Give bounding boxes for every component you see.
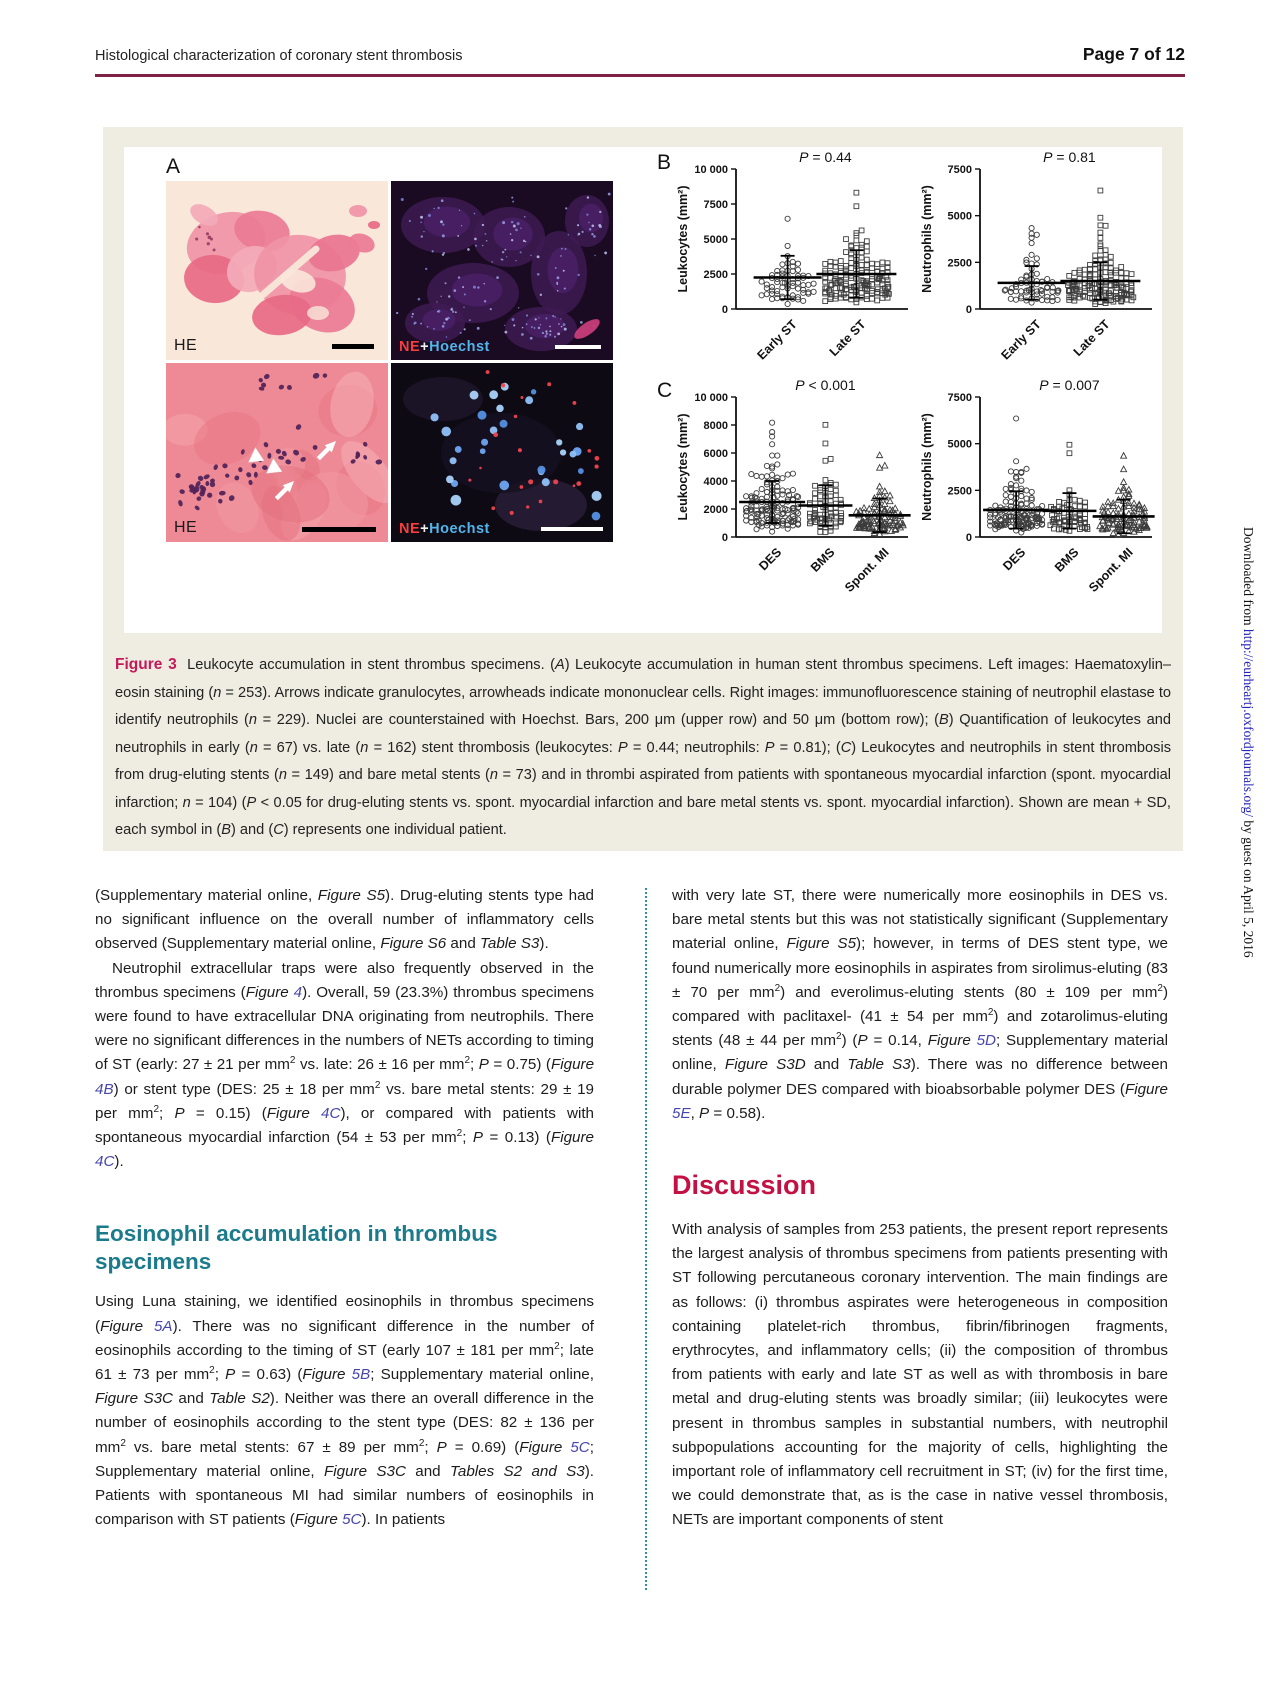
svg-text:Leukocytes (mm²): Leukocytes (mm²) <box>676 185 690 293</box>
svg-text:P = 0.007: P = 0.007 <box>1039 377 1100 393</box>
svg-text:Late ST: Late ST <box>1070 317 1113 360</box>
svg-text:0: 0 <box>965 304 972 316</box>
svg-text:BMS: BMS <box>808 545 838 575</box>
column-divider <box>645 888 647 1590</box>
svg-text:Early ST: Early ST <box>754 317 800 363</box>
micrograph-grid <box>166 181 613 542</box>
chart-leukocytes-early-vs-late <box>676 149 918 367</box>
svg-text:7500: 7500 <box>947 164 972 176</box>
svg-text:7500: 7500 <box>703 199 728 211</box>
body-left-column <box>95 884 594 1532</box>
panel-b-label: B <box>657 151 672 174</box>
header-rule <box>95 74 1185 77</box>
scale-bar <box>302 527 376 532</box>
micrograph-he-highmag <box>166 363 388 542</box>
svg-text:10 000: 10 000 <box>694 392 728 404</box>
scale-bar <box>541 527 603 531</box>
ne-hoechst-overview-art <box>391 181 613 360</box>
he-overview-art <box>166 181 388 360</box>
scale-bar <box>555 345 601 349</box>
svg-text:Spont. MI: Spont. MI <box>842 545 892 595</box>
chart-neutrophils-early-vs-late <box>920 149 1162 367</box>
svg-text:DES: DES <box>1000 545 1029 574</box>
he-highmag-art <box>166 363 388 542</box>
paragraph: With analysis of samples from 253 patients, the present report represents the largest analysis of thrombus specimens from patients presenting with ST following percutaneous coronary intervention. The main findings are as follows: (i) thrombus aspirates were heterogeneous in composition containing platelet-rich thrombus, fibrin/fibrinogen fragments, erythrocytes, and inflammatory cells; (ii) the composition of thrombus from patients with early and late ST as well as with thrombosis in bare metal and drug-eluting stents was broadly similar; (iii) leukocytes were present in thrombus samples in substantial numbers, with neutrophil subpopulations accounting for the majority of cells, highlighting the important role of inflammatory cell recruitment in ST; (iv) for the first time, we could demonstrate that, as is the case in native vessel thrombosis, NETs are important components of stent <box>672 1221 1168 1529</box>
paragraph: with very late ST, there were numerically more eosinophils in DES vs. bare metal stents but this was not statistically significant (Supplementary material online, Figure S5); however, in terms of DES stent type, we found numerically more eosinophils in aspirates from sirolimus-eluting (83 ± 70 per $mm^2$) and everolimus-eluting stents (80 ± 109 per $mm^2$) compared with paclitaxel- (41 ± 54 per $mm^2$) and zotarolimus-eluting stents (48 ± 44 per $mm^2$) (P = 0.14, Figure 5D; Supplementary material online, Figure S3D and Table S3). There was no difference between durable polymer DES compared with bioabsorbable polymer DES (Figure 5E, P = 0.58). <box>672 887 1169 1122</box>
download-suffix: by guest on April 5, 2016 <box>1241 816 1256 958</box>
svg-text:8000: 8000 <box>703 420 728 432</box>
svg-text:2000: 2000 <box>703 504 728 516</box>
svg-text:Leukocytes (mm²): Leukocytes (mm²) <box>676 413 690 521</box>
svg-text:5000: 5000 <box>947 210 972 223</box>
running-title: Histological characterization of coronary stent thrombosis <box>95 48 463 64</box>
paragraph: Neutrophil extracellular traps were also frequently observed in the thrombus specimens (Figure 4). Overall, 59 (23.3%) thrombus specimens were found to have extracellular DNA originating from neutrophils. There were no significant differences in the numbers of NETs according to timing of ST (early: 27 ± 21 per $mm^2$ vs. late: 26 ± 16 per $mm^2$; P = 0.75) (Figure 4B) or stent type (DES: 25 ± 18 per $mm^2$ vs. bare metal stents: 29 ± 19 per $mm^2$; P = 0.15) (Figure 4C), or compared with patients with spontaneous myocardial infarction (54 ± 53 per $mm^2$; P = 0.13) (Figure 4C). <box>95 959 595 1171</box>
ne-hoechst-highmag-art <box>391 363 613 542</box>
svg-text:2500: 2500 <box>947 485 972 498</box>
chart-leukocytes-by-stent-type <box>676 377 918 629</box>
panel-c-label: C <box>657 379 673 402</box>
chart-neutrophils-by-stent-type <box>920 377 1162 629</box>
svg-text:5000: 5000 <box>703 234 728 246</box>
svg-text:6000: 6000 <box>703 448 728 460</box>
paragraph: (Supplementary material online, Figure S5). Drug-eluting stents type had no significant influence on the overall number of inflammatory cells observed (Supplementary material online, Figure S6 and Table S3). <box>95 887 595 953</box>
journal-url-link[interactable]: http://eurheartj.oxfordjournals.org/ <box>1241 628 1256 817</box>
scale-bar <box>332 344 374 349</box>
micrograph-he-overview <box>166 181 388 360</box>
svg-text:Late ST: Late ST <box>826 317 869 360</box>
svg-text:7500: 7500 <box>947 392 972 404</box>
figure-3-box <box>103 127 1183 851</box>
micrograph-ne-hoechst-overview <box>391 181 613 360</box>
svg-text:DES: DES <box>756 545 785 574</box>
micrograph-ne-hoechst-highmag <box>391 363 613 542</box>
svg-text:4000: 4000 <box>703 476 728 488</box>
stain-label-he: HE <box>174 519 198 536</box>
figure-3-caption: Figure 3 Leukocyte accumulation in stent thrombus specimens. (A) Leukocyte accumulation in human stent thrombus specimens. Left images: Haematoxylin–eosin staining (n = 253). Arrows indicate granulocytes, arrowheads indicate mononuclear cells. Right images: immunofluorescence staining of neutrophil elastase to identify neutrophils (n = 229). Nuclei are counterstained with Hoechst. Bars, 200 μm (upper row) and 50 μm (bottom row); (B) Quantification of leukocytes and neutrophils in early (n = 67) vs. late (n = 162) stent thrombosis (leukocytes: P = 0.44; neutrophils: P = 0.81); (C) Leukocytes and neutrophils in stent thrombosis from drug-eluting stents (n = 149) and bare metal stents (n = 73) and in thrombi aspirated from patients with spontaneous myocardial infarction (spont. myocardial infarction; n = 104) (P < 0.05 for drug-eluting stents vs. spont. myocardial infarction and bare metal stents vs. spont. myocardial infarction). Shown are mean + SD, each symbol in (B) and (C) represents one individual patient. <box>115 656 1171 838</box>
download-attribution <box>1240 527 1256 1187</box>
svg-text:0: 0 <box>965 532 972 544</box>
stain-label-ne-hoechst: NE+Hoechst <box>399 339 490 355</box>
page-number: Page 7 of 12 <box>1082 44 1185 64</box>
svg-text:0: 0 <box>721 304 728 316</box>
svg-text:5000: 5000 <box>947 438 972 451</box>
section-heading-eosinophil: Eosinophil accumulation in thrombus specimens <box>95 1221 498 1275</box>
svg-text:P < 0.001: P < 0.001 <box>795 377 856 393</box>
figure-3-image-panel <box>124 147 1162 633</box>
svg-text:P = 0.81: P = 0.81 <box>1043 149 1096 165</box>
svg-text:Neutrophils (mm²): Neutrophils (mm²) <box>920 185 934 293</box>
svg-text:Early ST: Early ST <box>998 317 1044 363</box>
svg-text:Spont. MI: Spont. MI <box>1086 545 1136 595</box>
svg-text:Neutrophils (mm²): Neutrophils (mm²) <box>920 413 934 521</box>
section-heading-discussion: Discussion <box>672 1170 817 1201</box>
svg-text:0: 0 <box>721 532 728 544</box>
panel-a-label: A <box>166 155 181 178</box>
download-prefix: Downloaded from <box>1241 527 1256 629</box>
stain-label-ne-hoechst: NE+Hoechst <box>399 521 490 537</box>
svg-text:10 000: 10 000 <box>694 164 728 176</box>
svg-text:2500: 2500 <box>947 257 972 270</box>
svg-text:P = 0.44: P = 0.44 <box>799 149 852 165</box>
body-right-column <box>672 884 1168 1533</box>
svg-text:BMS: BMS <box>1052 545 1082 575</box>
paragraph: Using Luna staining, we identified eosinophils in thrombus specimens (Figure 5A). There was no significant difference in the number of eosinophils according to the timing of ST (early 107 ± 181 per $mm^2$; late 61 ± 73 per $mm^2$; P = 0.63) (Figure 5B; Supplementary material online, Figure S3C and Table S2). Neither was there an overall difference in the number of eosinophils according to the stent type (DES: 82 ± 136 per $mm^2$ vs. bare metal stents: 67 ± 89 per $mm^2$; P = 0.69) (Figure 5C; Supplementary material online, Figure S3C and Tables S2 and S3). Patients with spontaneous MI had similar numbers of eosinophils in comparison with ST patients (Figure 5C). In patients <box>95 1293 594 1529</box>
stain-label-he: HE <box>174 337 198 354</box>
svg-text:2500: 2500 <box>703 269 728 281</box>
